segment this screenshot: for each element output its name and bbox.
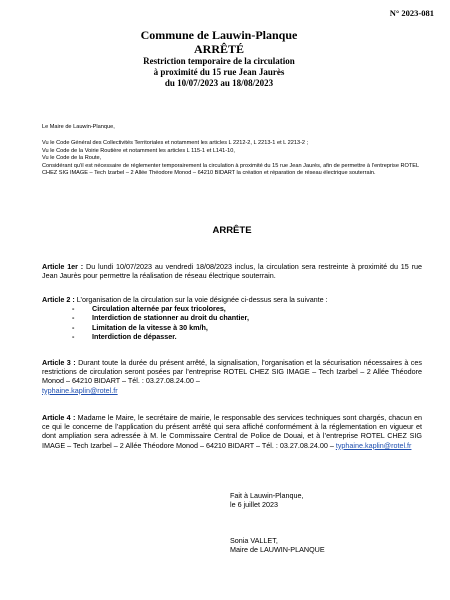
subject-line-3: du 10/07/2023 au 18/08/2023 — [164, 78, 274, 88]
article-3 — [42, 358, 422, 395]
measure-item: - Limitation de la vitesse à 30 km/h, — [80, 323, 422, 332]
article-4 — [42, 413, 422, 450]
signatory-role: Maire de LAUWIN-PLANQUE — [230, 545, 325, 555]
article-1-label: Article 1er : — [42, 262, 84, 271]
arrete-heading: ARRÊTE — [212, 225, 252, 236]
signatory-name: Sonia VALLET, — [230, 536, 278, 545]
maire-line: Le Maire de Lauwin-Planque, — [42, 124, 115, 130]
considerant: Considérant qu’il est nécessaire de réglementer temporairement la circulation à proximité du 15 rue Jean Jaurès, afin de permettre à l’entreprise ROTEL CHEZ SIG IMAGE – Tech Izarbel – 2 Allée Théodore Monod – 64210 BIDART la création et réparation de réseau électrique souterrain. — [42, 162, 419, 177]
article-2-text: L’organisation de la circulation sur la voie désignée ci-dessus sera la suivante : — [76, 295, 328, 304]
article-2-label: Article 2 : — [42, 295, 75, 304]
document-number: N° 2023-081 — [389, 8, 434, 18]
measure-item: - Circulation alternée par feux tricolores, — [80, 304, 422, 313]
subject-line-1: Restriction temporaire de la circulation — [143, 56, 295, 66]
article-3-email-link[interactable]: typhaine.kaplin@rotel.fr — [42, 385, 118, 395]
measure-item: - Interdiction de dépasser. — [80, 332, 422, 341]
article-4-email-link[interactable]: typhaine.kaplin@rotel.fr — [335, 440, 412, 450]
arrete-title: ARRÊTÉ — [193, 42, 244, 56]
measures-list — [42, 304, 422, 341]
article-3-text: Durant toute la durée du présent arrêté, la signalisation, l’organisation et la sécurisation nécessaires à ces restrictions de circulation seront posées par l’entreprise ROTEL CHEZ SIG IMAGE – Tech Izarbel – 2 Allée Théodore Monod – 64210 BIDART – Tél. : 03.27.08.24.00 – — [42, 358, 422, 386]
vu-route: Vu le Code de la Route, — [42, 155, 102, 162]
signature-place: Fait à Lauwin-Planque, — [230, 491, 304, 500]
signature-date: le 6 juillet 2023 — [230, 500, 278, 510]
vu-voirie: Vu le Code de la Voirie Routière et notamment les articles L 115-1 et L141-10, — [42, 147, 235, 154]
signature-place-date — [230, 491, 304, 509]
article-1-text: Du lundi 10/07/2023 au vendredi 18/08/2023 inclus, la circulation sera restreinte à proximité du 15 rue Jean Jaurès pour permettre la réalisation de réseau électrique souterrain. — [42, 262, 422, 281]
article-3-label: Article 3 : — [42, 358, 76, 367]
document-header — [60, 28, 378, 89]
article-4-text: Madame le Maire, le secrétaire de mairie, le responsable des services techniques sont chargés, chacun en ce qui le concerne de l’application du présent arrêté qui sera affiché conformément à la réglementation en vigueur et dont ampliation sera adressée à M. le Commissaire Central de Police de Douai, et à l’entreprise ROTEL CHEZ SIG IMAGE – Tech Izarbel – 2 Allée Théodore Monod – 64210 BIDART – Tél. : 03.27.08.24.00 – — [42, 413, 422, 450]
article-2 — [42, 295, 422, 341]
signature-block — [230, 536, 325, 554]
subject-line-2: à proximité du 15 rue Jean Jaurès — [153, 67, 285, 77]
measure-item: - Interdiction de stationner au droit du chantier, — [80, 313, 422, 322]
vu-cgct: Vu le Code Général des Collectivités Territoriales et notamment les articles L 2212-2, L 2213-1 et L 2213-2 ; — [42, 140, 309, 146]
preamble-vu — [42, 140, 422, 178]
article-4-label: Article 4 : — [42, 413, 76, 422]
commune-title: Commune de Lauwin-Planque — [140, 28, 298, 42]
article-1 — [42, 262, 422, 280]
